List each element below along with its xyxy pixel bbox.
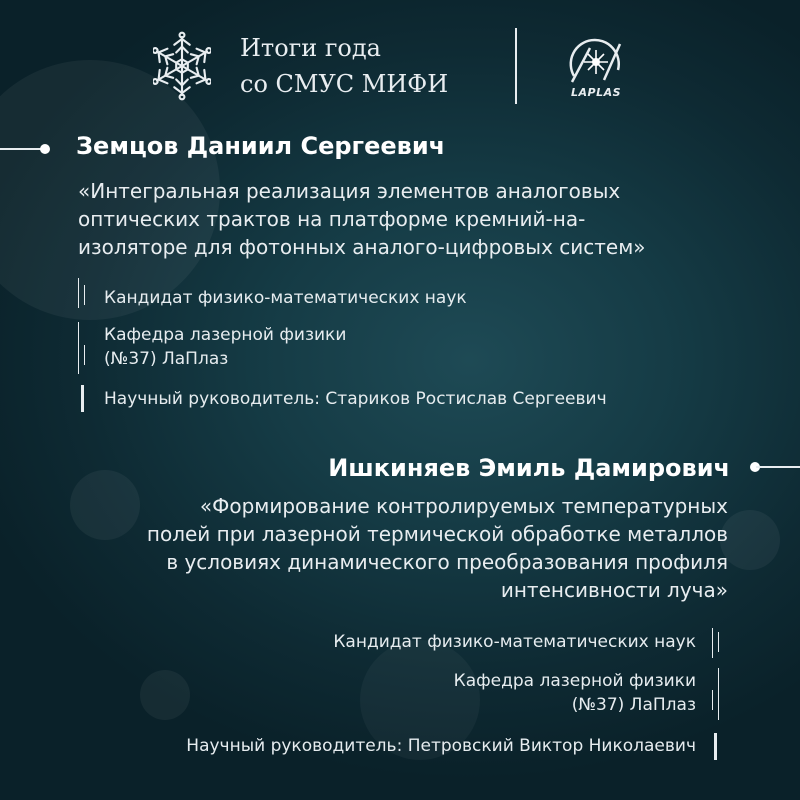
- detail-bar: [718, 632, 719, 652]
- bokeh-circle: [140, 670, 190, 720]
- logo-text: LAPLAS: [570, 86, 622, 99]
- connector-line-1: [0, 148, 42, 150]
- bokeh-circle: [720, 510, 780, 570]
- detail-bar: [84, 345, 85, 365]
- header-divider: [515, 28, 517, 104]
- department-line: (№37) ЛаПлаз: [104, 349, 229, 369]
- person2-name: Ишкиняев Эмиль Дамирович: [328, 454, 730, 482]
- person1-topic: [78, 177, 758, 261]
- department-line: (№37) ЛаПлаз: [571, 695, 696, 715]
- title-line-1: Итоги года: [240, 34, 381, 62]
- topic-line: изоляторе для фотонных аналого-цифровых систем»: [78, 235, 646, 259]
- person2-advisor: Научный руководитель: Петровский Виктор Николаевич: [186, 736, 696, 756]
- header: [0, 0, 800, 120]
- topic-line: интенсивности луча»: [500, 578, 728, 602]
- detail-bar: [712, 690, 713, 710]
- snowflake-icon: [153, 30, 211, 102]
- topic-line: «Формирование контролируемых температурных: [199, 494, 728, 518]
- person1-department: [104, 323, 346, 371]
- person1-name: Земцов Даниил Сергеевич: [76, 132, 446, 160]
- topic-line: полей при лазерной термической обработке металлов: [146, 522, 728, 546]
- detail-bar: [78, 278, 79, 308]
- person2-department: [454, 669, 696, 717]
- detail-bar: [714, 733, 717, 760]
- topic-line: «Интегральная реализация элементов аналоговых: [78, 179, 621, 203]
- department-line: Кафедра лазерной физики: [453, 671, 696, 691]
- person1-degree: Кандидат физико-математических наук: [104, 288, 467, 308]
- detail-bar: [712, 628, 713, 658]
- title-line-2: со СМУС МИФИ: [240, 70, 449, 98]
- detail-bar: [718, 668, 719, 720]
- connector-dot-1: [40, 144, 50, 154]
- connector-line-2: [756, 466, 800, 468]
- detail-bar: [78, 322, 79, 374]
- department-line: Кафедра лазерной физики: [104, 325, 347, 345]
- topic-line: оптических трактов на платформе кремний-на-: [78, 207, 586, 231]
- detail-bar: [81, 385, 84, 412]
- person2-topic: [28, 492, 728, 604]
- person1-advisor: Научный руководитель: Стариков Ростислав Сергеевич: [104, 389, 607, 409]
- detail-bar: [84, 285, 85, 305]
- topic-line: в условиях динамического преобразования профиля: [166, 550, 728, 574]
- page-title: [240, 30, 448, 102]
- person2-degree: Кандидат физико-математических наук: [333, 632, 696, 652]
